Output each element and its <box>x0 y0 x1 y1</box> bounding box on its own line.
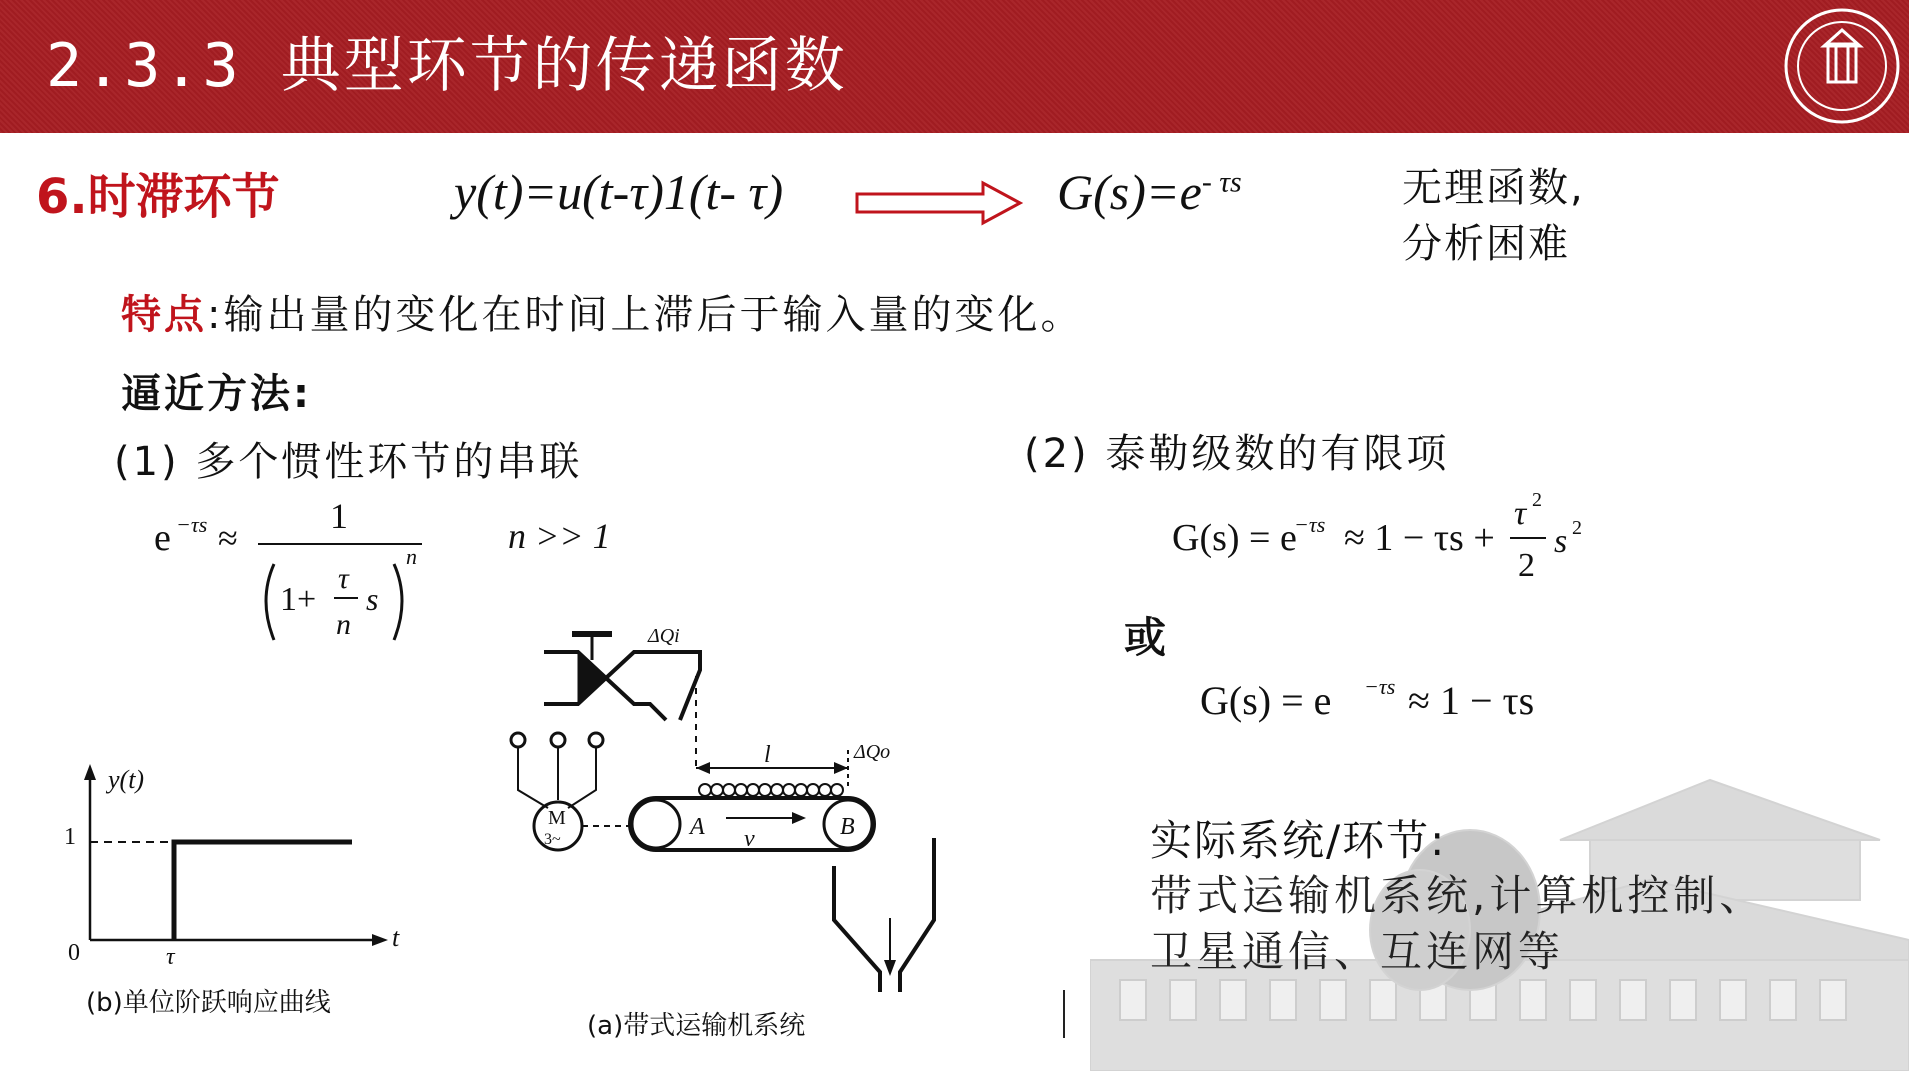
m2-num: τ <box>1514 495 1527 532</box>
m1-denominator-prefix: 1+ <box>280 581 317 618</box>
terminal-2-icon <box>551 733 565 747</box>
velocity-label: v <box>744 826 755 852</box>
m1-lhs-base: e <box>154 517 171 559</box>
delta-q-out-label: ΔQo <box>854 741 891 763</box>
section-title: 6.时滞环节 <box>36 169 280 225</box>
m1-power: n <box>406 544 417 569</box>
m1-numerator: 1 <box>330 496 348 536</box>
one-tick-label: 1 <box>64 824 76 850</box>
m1-approx: ≈ <box>218 518 238 558</box>
method1-label: (1) 多个惯性环节的串联 <box>114 439 583 485</box>
transfer-function-base: G(s)=e <box>1057 164 1202 220</box>
implies-arrow-icon <box>855 180 1023 226</box>
m1-tau: τ <box>338 562 349 595</box>
terminal-3-icon <box>589 733 603 747</box>
title-banner <box>0 0 1909 133</box>
note-line-2: 分析困难 <box>1402 221 1570 267</box>
zero-label: 0 <box>68 940 80 966</box>
pulley-b-label: B <box>840 814 855 840</box>
m2-rhs: ≈ 1 − τs + <box>1344 517 1495 559</box>
irrational-note <box>1402 160 1585 272</box>
time-domain-equation: y(t)=u(t-τ)1(t- τ) <box>454 164 784 220</box>
m2-num-power: 2 <box>1532 489 1542 511</box>
m2-lhs: G(s) = e <box>1172 517 1297 559</box>
m1-right-paren <box>394 564 402 640</box>
y-axis-arrow-icon <box>84 764 96 780</box>
transfer-function <box>1057 163 1242 221</box>
velocity-arrow-icon <box>792 812 806 824</box>
m2alt-exp: −τs <box>1364 674 1396 699</box>
university-logo <box>1780 4 1904 128</box>
actual-systems-title: 实际系统/环节: <box>1150 816 1447 865</box>
wire-3 <box>568 747 596 808</box>
m1-condition: n >> 1 <box>508 516 611 556</box>
m2-s-power: 2 <box>1572 517 1582 539</box>
length-arrow-right-icon <box>834 762 848 774</box>
m2alt-lhs: G(s) = e <box>1200 678 1332 723</box>
feature-statement <box>121 283 1083 340</box>
motor-label: M <box>548 807 566 829</box>
transfer-function-exponent: - τs <box>1201 165 1242 199</box>
page-title: 2.3.3 典型环节的传递函数 <box>46 31 848 101</box>
step-response-plot <box>50 760 430 970</box>
wire-1 <box>518 747 548 808</box>
approximation-heading: 逼近方法: <box>121 371 312 417</box>
m2alt-rhs: ≈ 1 − τs <box>1408 678 1535 723</box>
m1-n: n <box>336 608 351 641</box>
chute-left <box>834 866 880 992</box>
output-arrow-icon <box>884 960 896 976</box>
m2-den: 2 <box>1518 547 1535 584</box>
material-pellets <box>699 784 843 796</box>
method2-formula <box>1168 488 1608 598</box>
actual-systems-line-2: 卫星通信、互连网等 <box>1150 927 1565 976</box>
m1-left-paren <box>266 564 274 640</box>
pulley-a <box>632 800 680 848</box>
length-arrow-left-icon <box>696 762 710 774</box>
tau-tick-label: τ <box>166 944 175 970</box>
x-axis-label: t <box>392 923 400 952</box>
feature-text: 输出量的变化在时间上滞后于输入量的变化。 <box>223 292 1084 338</box>
chute-right <box>900 838 934 992</box>
method2-formula-alt <box>1196 668 1596 738</box>
or-label: 或 <box>1124 613 1167 662</box>
y-axis-label: y(t) <box>108 765 145 794</box>
note-line-1: 无理函数, <box>1402 165 1585 211</box>
actual-systems-line-1: 带式运输机系统,计算机控制、 <box>1150 871 1766 920</box>
terminal-1-icon <box>511 733 525 747</box>
feature-label: 特点 <box>121 292 207 338</box>
belt-conveyor-caption: (a)带式运输机系统 <box>587 1011 806 1041</box>
divider-bar <box>1063 990 1065 1038</box>
feature-colon: : <box>207 292 224 338</box>
length-label: l <box>764 742 771 768</box>
m1-lhs-exp: −τs <box>176 512 208 537</box>
x-axis-arrow-icon <box>372 934 388 946</box>
method2-label: (2) 泰勒级数的有限项 <box>1024 431 1450 477</box>
step-response-caption: (b)单位阶跃响应曲线 <box>86 988 331 1018</box>
delta-q-in-label: ΔQi <box>648 625 680 647</box>
pulley-a-label: A <box>690 814 705 840</box>
actual-systems-text <box>1150 868 1765 980</box>
motor-sub-label: 3~ <box>544 831 561 848</box>
belt-conveyor-diagram <box>500 620 940 1000</box>
m2-exp: −τs <box>1294 512 1326 537</box>
m2-s: s <box>1554 523 1568 560</box>
hopper-right <box>606 678 666 720</box>
m1-s: s <box>366 581 379 617</box>
step-curve <box>174 842 352 940</box>
